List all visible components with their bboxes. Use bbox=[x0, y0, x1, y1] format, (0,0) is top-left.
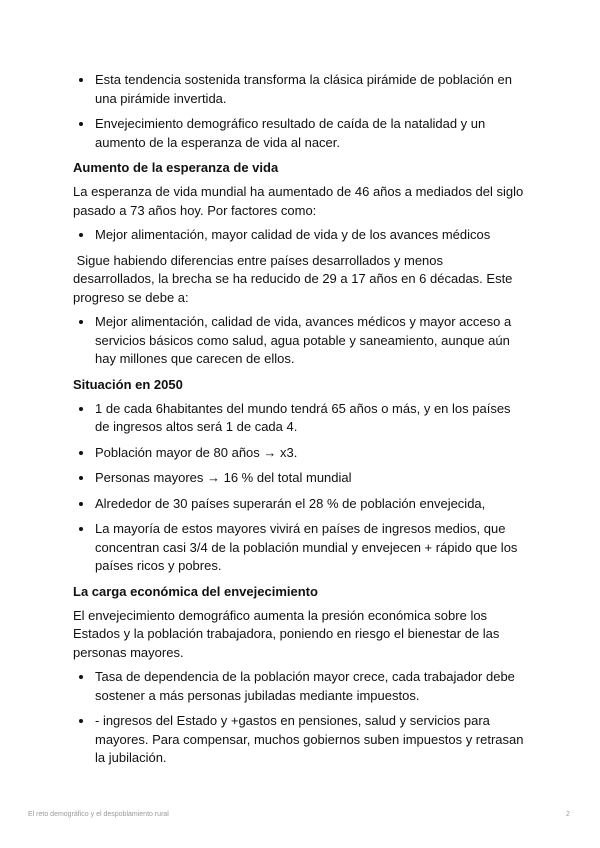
bullet-list bbox=[73, 313, 527, 369]
list-item: Alrededor de 30 países superarán el 28 % de población envejecida, bbox=[73, 495, 527, 514]
section-heading-2050: Situación en 2050 bbox=[73, 376, 183, 392]
paragraph: El envejecimiento demográfico aumenta la presión económica sobre los Estados y la población trabajadora, poniendo en riesgo el bienestar de las personas mayores. bbox=[73, 607, 500, 660]
paragraph: La esperanza de vida mundial ha aumentado de 46 años a mediados del siglo pasado a 73 años hoy. Por factores como: bbox=[73, 184, 524, 218]
footer-title: El reto demográfico y el despoblamiento rural bbox=[28, 811, 169, 818]
list-item: Personas mayores → 16 % del total mundial bbox=[73, 469, 527, 488]
bullet-list bbox=[73, 668, 527, 768]
section-heading-esperanza: Aumento de la esperanza de vida bbox=[73, 160, 279, 175]
paragraph: Sigue habiendo diferencias entre países desarrollados y menos desarrollados, la brecha se ha reducido de 29 a 17 años en 6 décadas. Este progreso se debe a: bbox=[73, 252, 517, 305]
section-heading-carga: La carga económica del envejecimiento bbox=[73, 583, 318, 599]
list-item: 1 de cada 6habitantes del mundo tendrá 65 años o más, y en los países de ingresos altos será 1 de cada 4. bbox=[73, 400, 527, 437]
bullet-list bbox=[73, 400, 527, 576]
list-item: La mayoría de estos mayores vivirá en países de ingresos medios, que concentran casi 3/4 de la población mundial y envejecen + rápido que los países ricos y pobres. bbox=[73, 520, 527, 576]
list-item: Tasa de dependencia de la población mayor crece, cada trabajador debe sostener a más personas jubiladas mediante impuestos. bbox=[73, 668, 527, 705]
list-item: Esta tendencia sostenida transforma la clásica pirámide de población en una pirámide invertida. bbox=[73, 71, 527, 108]
document-body bbox=[73, 71, 527, 775]
list-item: - ingresos del Estado y +gastos en pensiones, salud y servicios para mayores. Para compensar, muchos gobiernos suben impuestos y retrasan la jubilación. bbox=[73, 712, 527, 768]
list-item: Población mayor de 80 años → x3. bbox=[73, 444, 527, 463]
list-item: Mejor alimentación, calidad de vida, avances médicos y mayor acceso a servicios básicos como salud, agua potable y saneamiento, aunque aún hay millones que carecen de ellos. bbox=[73, 313, 527, 369]
page-number: 2 bbox=[566, 811, 570, 818]
list-item: Mejor alimentación, mayor calidad de vida y de los avances médicos bbox=[73, 226, 527, 245]
intro-bullet-list bbox=[73, 71, 527, 152]
bullet-list bbox=[73, 226, 527, 245]
list-item: Envejecimiento demográfico resultado de caída de la natalidad y un aumento de la esperanza de vida al nacer. bbox=[73, 115, 527, 152]
